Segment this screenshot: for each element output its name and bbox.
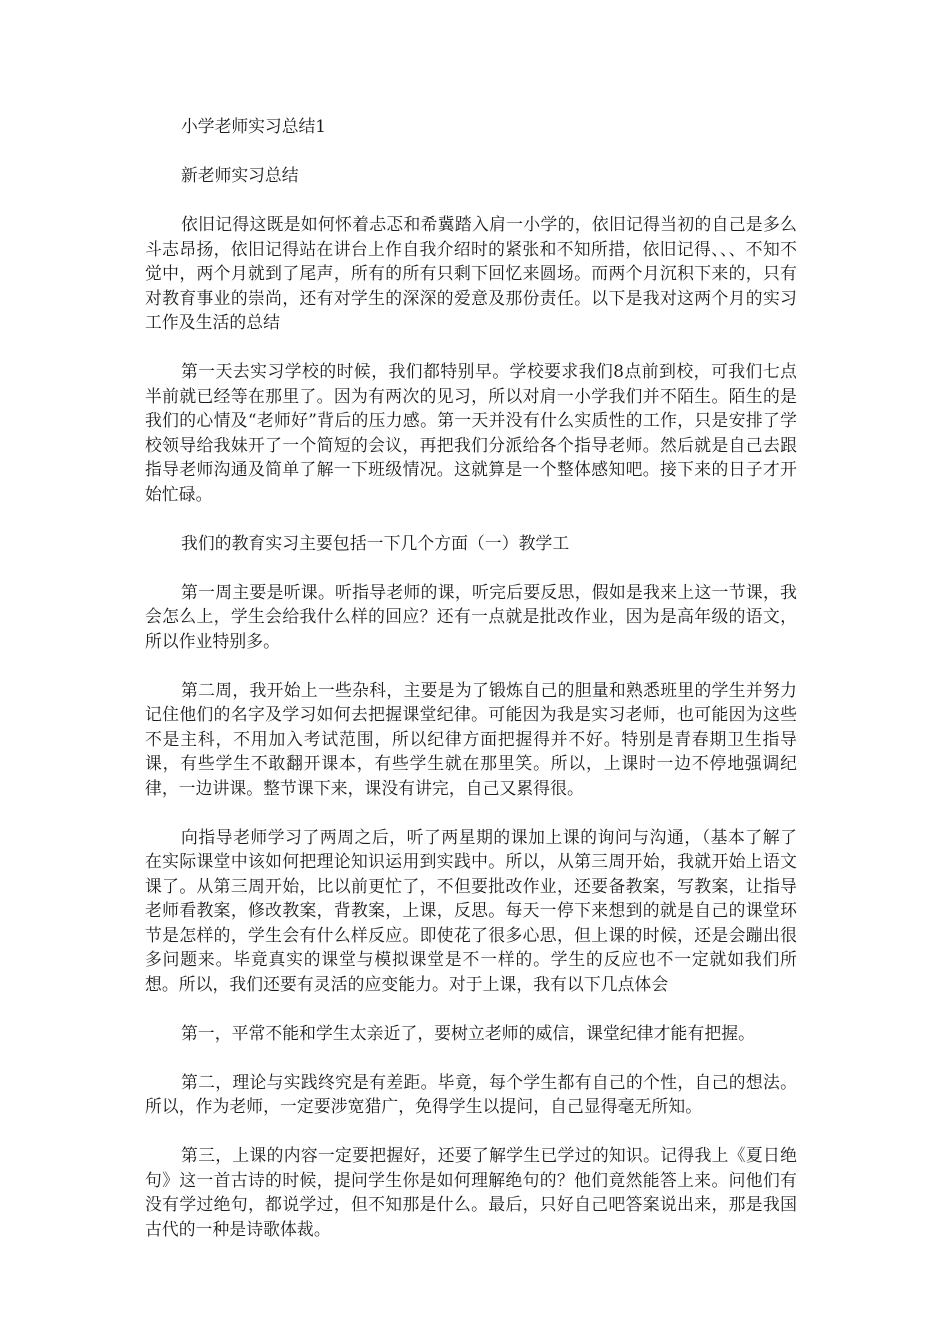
document-title: 小学老师实习总结1: [181, 116, 326, 136]
paragraph-practice-overview: 我们的教育实习主要包括一下几个方面（一）教学工: [181, 532, 570, 553]
paragraph-point-one: 第一，平常不能和学生太亲近了，要树立老师的威信，课堂纪律才能有把握。: [181, 1022, 755, 1043]
paragraph-intro: 依旧记得这既是如何怀着忐忑和希冀踏入肩一小学的，依旧记得当初的自己是多么斗志昂扬，依旧记得站在讲台上作自我介绍时的紧张和不知所措，依旧记得、、、不知不觉中，两个月就到了尾声，所有的所有只剩下回忆来圆场。而两个月沉积下来的，只有对教育事业的崇尚，还有对学生的深深的爱意及那份责任。以下是我对这两个月的实习工作及生活的总结: [145, 214, 797, 332]
paragraph-first-day: 第一天去实习学校的时候，我们都特别早。学校要求我们8点前到校，可我们七点半前就已经等在那里了。因为有两次的见习，所以对肩一小学我们并不陌生。陌生的是我们的心情及“老师好”背后的压力感。第一天并没有什么实质性的工作，只是安排了学校领导给我妹开了一个简短的会议，再把我们分派给各个指导老师。然后就是自己去跟指导老师沟通及简单了解一下班级情况。这就算是一个整体感知吧。接下来的日子才开始忙碌。: [145, 361, 797, 504]
paragraph-week-two: 第二周，我开始上一些杂科，主要是为了锻炼自己的胆量和熟悉班里的学生并努力记住他们的名字及学习如何去把握课堂纪律。可能因为我是实习老师，也可能因为这些不是主科，不用加入考试范围，所以纪律方面把握得并不好。特别是青春期卫生指导课，有些学生不敢翻开课本，有些学生就在那里笑。所以，上课时一边不停地强调纪律，一边讲课。整节课下来，课没有讲完，自己又累得很。: [145, 679, 797, 798]
paragraph-point-three: 第三，上课的内容一定要把握好，还要了解学生已学过的知识。记得我上《夏日绝句》这一首古诗的时候，提问学生你是如何理解绝句的？他们竟然能答上来。问他们有没有学过绝句，都说学过，但不知那是什么。最后，只好自己吧答案说出来，那是我国古代的一种是诗歌体裁。: [145, 1145, 797, 1239]
paragraph-point-two: 第二，理论与实践终究是有差距。毕竟，每个学生都有自己的个性，自己的想法。所以，作为老师，一定要涉宽猎广，免得学生以提问，自己显得毫无所知。: [145, 1071, 797, 1116]
document-body: [145, 114, 797, 1266]
document-subtitle: 新老师实习总结: [181, 165, 299, 185]
paragraph-week-one: 第一周主要是听课。听指导老师的课，听完后要反思，假如是我来上这一节课，我会怎么上，学生会给我什么样的回应？还有一点就是批改作业，因为是高年级的语文，所以作业特别多。: [145, 581, 797, 651]
paragraph-week-three: 向指导老师学习了两周之后，听了两星期的课加上课的询问与沟通，（基本了解了在实际课堂中该如何把理论知识运用到实践中。所以，从第三周开始，我就开始上语文课了。从第三周开始，比以前更忙了，不但要批改作业，还要备教案，写教案，让指导老师看教案，修改教案，背教案，上课，反思。每天一停下来想到的就是自己的课堂环节是怎样的，学生会有什么样反应。即使花了很多心思，但上课的时候，还是会蹦出很多问题来。毕竟真实的课堂与模拟课堂是不一样的。学生的反应也不一定就如我们所想。所以，我们还要有灵活的应变能力。对于上课，我有以下几点体会: [145, 826, 797, 994]
